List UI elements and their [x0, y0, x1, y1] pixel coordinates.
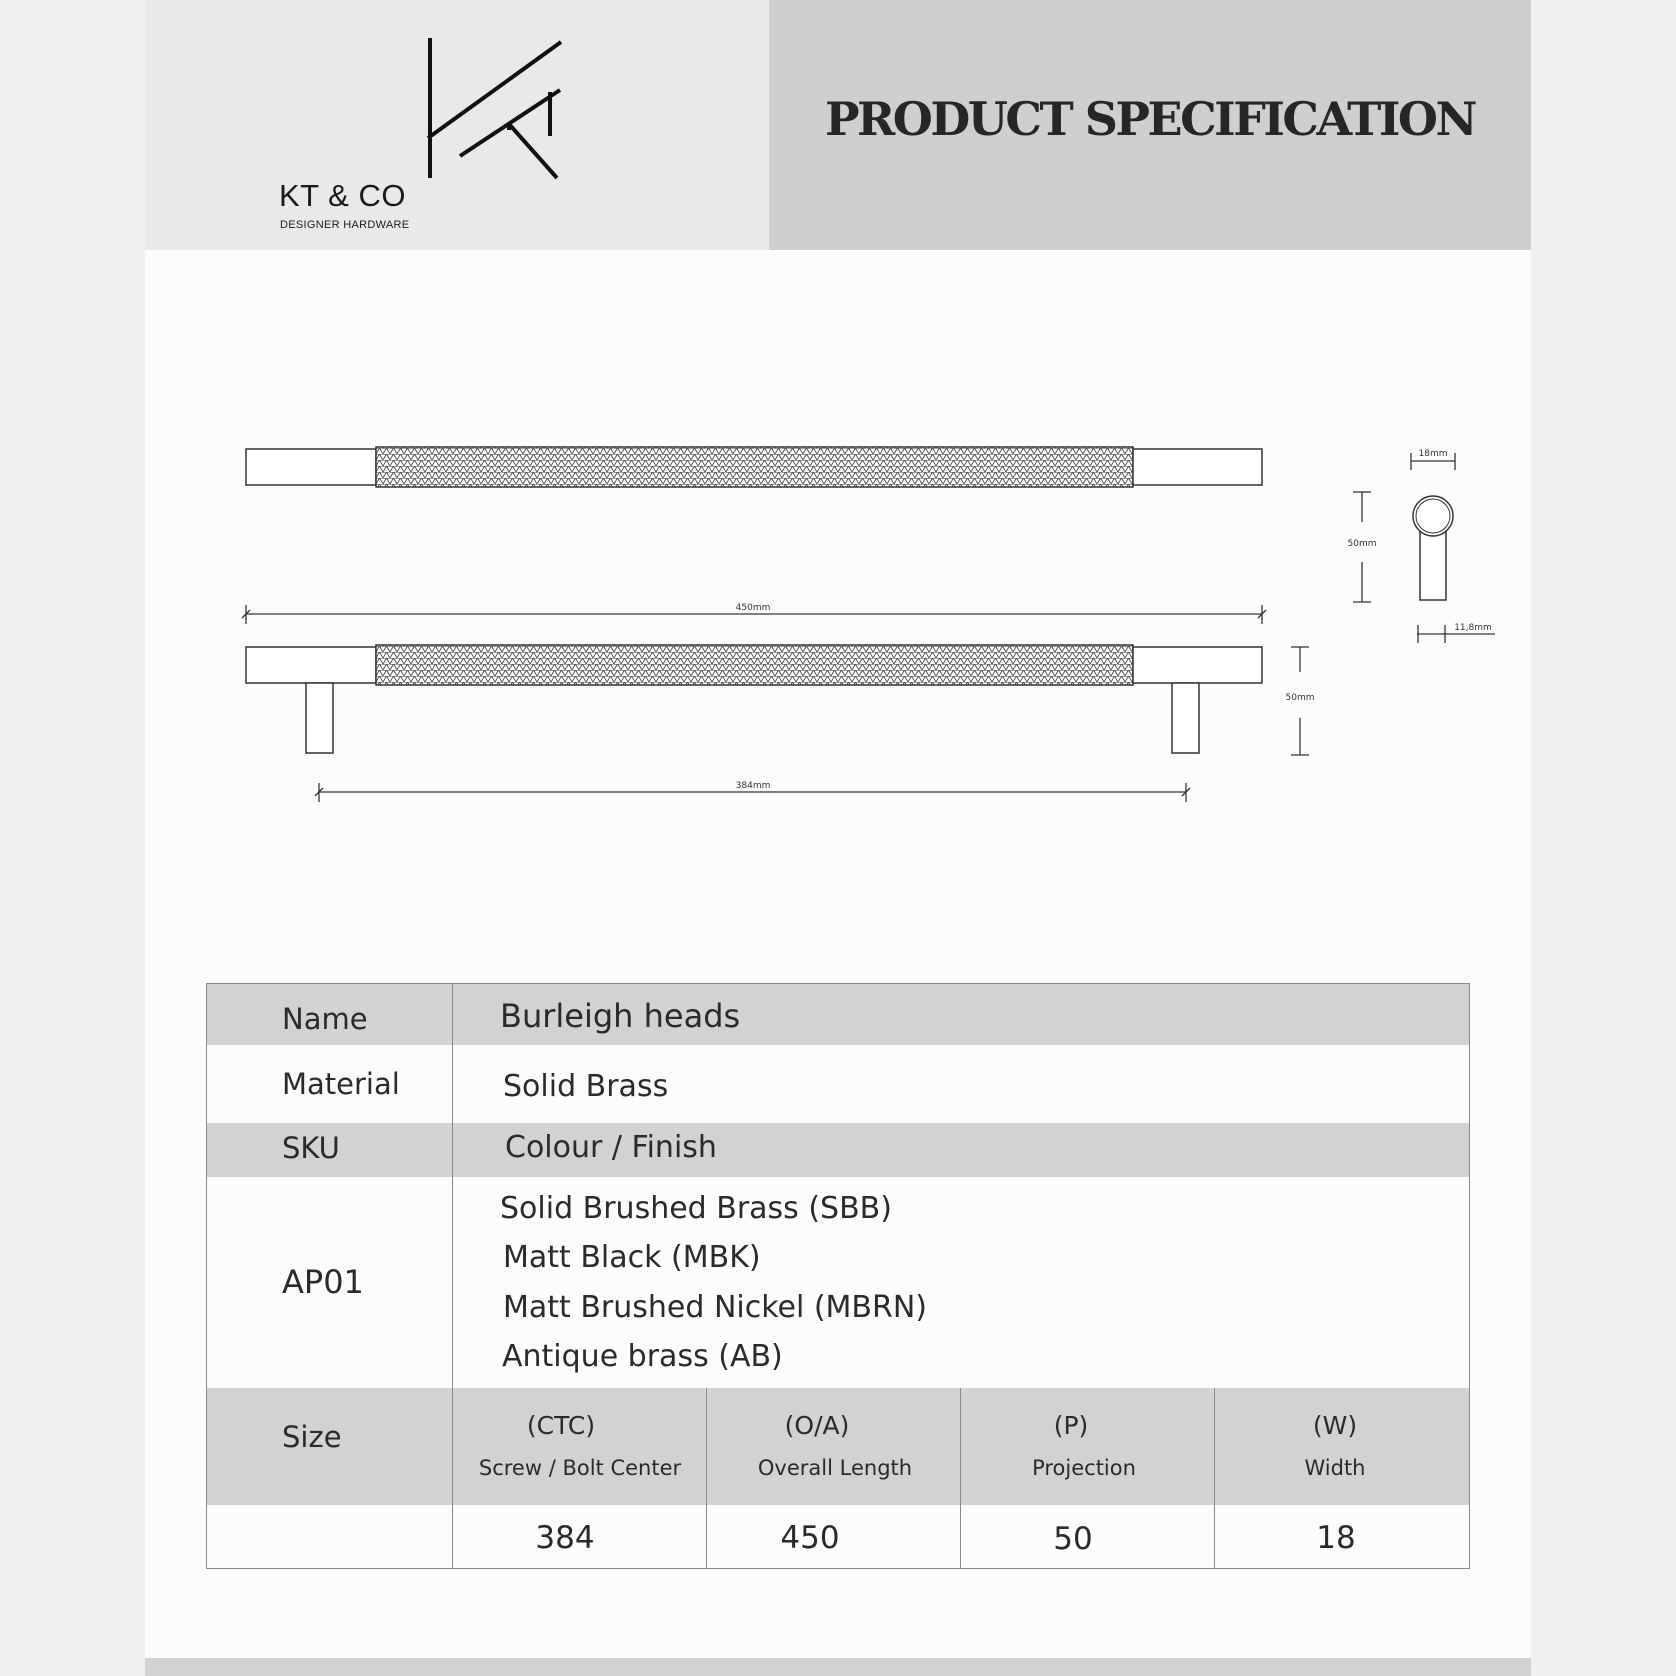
finish-item: Solid Brushed Brass (SBB) [500, 1191, 892, 1226]
finish-header: Colour / Finish [505, 1130, 717, 1165]
size-ctc-value: 384 [535, 1520, 595, 1556]
sku-value: AP01 [282, 1263, 364, 1301]
spec-sheet [145, 0, 1531, 1676]
size-oa-desc: Overall Length [757, 1456, 913, 1480]
front-projection-label: 50mm [1285, 693, 1315, 703]
label-column-divider [452, 983, 453, 1569]
ctc-label: 384mm [735, 781, 771, 791]
handle-front-view [246, 645, 1262, 753]
finish-item: Matt Brushed Nickel (MBRN) [503, 1290, 927, 1325]
size-w-value: 18 [1316, 1520, 1356, 1556]
size-oa-abbr: (O/A) [784, 1411, 850, 1440]
size-ctc-desc: Screw / Bolt Center [478, 1456, 682, 1480]
table-border-right [1469, 983, 1470, 1569]
table-border-top [206, 983, 1470, 984]
row-name [206, 983, 1470, 1045]
table-border-bottom [206, 1568, 1470, 1569]
handle-top-view [246, 447, 1262, 487]
name-label: Name [282, 1002, 368, 1036]
post-width-label: 11,8mm [1454, 623, 1492, 633]
spec-table [206, 983, 1470, 1569]
row-size-header [206, 1388, 1470, 1505]
size-w-abbr: (W) [1312, 1411, 1358, 1440]
technical-drawing [145, 250, 1531, 810]
name-value: Burleigh heads [500, 997, 741, 1035]
width-label: 18mm [1418, 449, 1448, 459]
row-sku-header [206, 1123, 1470, 1177]
brand-name: KT & CO [279, 178, 406, 213]
title-panel [769, 0, 1531, 250]
overall-length-label: 450mm [735, 603, 771, 613]
size-p-value: 50 [1053, 1521, 1093, 1557]
size-ctc-abbr: (CTC) [526, 1411, 596, 1440]
sku-label: SKU [282, 1131, 340, 1165]
handle-side-view [1413, 496, 1453, 600]
size-w-desc: Width [1304, 1456, 1366, 1480]
size-p-abbr: (P) [1053, 1411, 1089, 1440]
finish-item: Matt Black (MBK) [503, 1240, 761, 1275]
size-oa-value: 450 [780, 1520, 840, 1556]
brand-tagline: DESIGNER HARDWARE [280, 219, 410, 231]
side-projection-label: 50mm [1347, 539, 1377, 549]
finish-item: Antique brass (AB) [502, 1339, 783, 1374]
material-value: Solid Brass [503, 1069, 669, 1104]
table-border-left [206, 983, 207, 1569]
kt-logo-mark [277, 38, 567, 180]
logo-panel [145, 0, 769, 250]
footer-band [145, 1658, 1531, 1676]
size-p-desc: Projection [1032, 1456, 1136, 1480]
size-label: Size [282, 1420, 342, 1454]
page-title: PRODUCT SPECIFICATION [824, 92, 1476, 146]
material-label: Material [282, 1067, 400, 1101]
